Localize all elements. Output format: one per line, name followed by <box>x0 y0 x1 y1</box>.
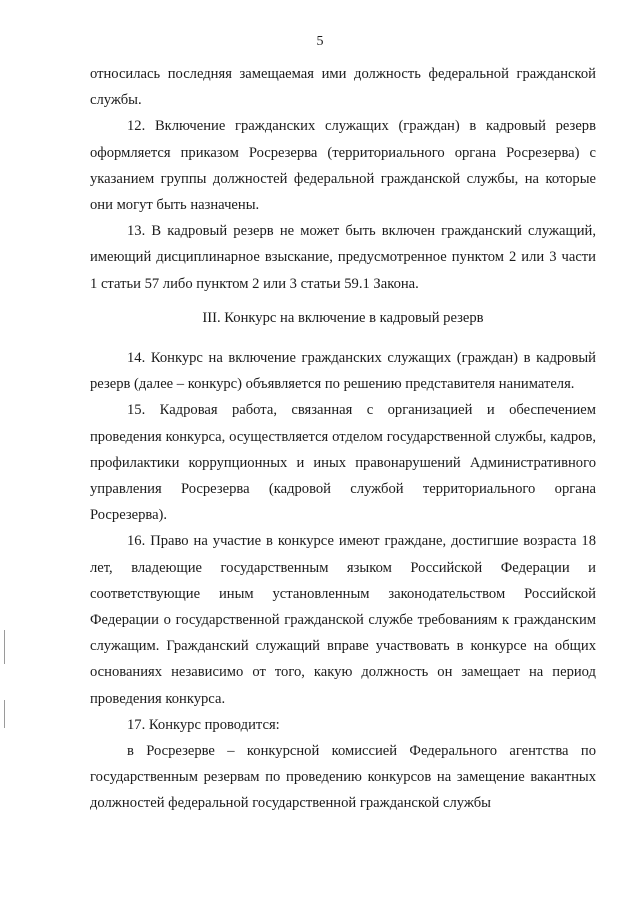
scan-edge-mark <box>4 630 5 664</box>
paragraph-12: 12. Включение гражданских служащих (граждан) в кадровый резерв оформляется приказом Росрезерва (территориального органа Росрезерва) с указанием группы должностей федеральной гражданской службы, на которые они могут быть назначены. <box>90 118 596 214</box>
paragraph-13: 13. В кадровый резерв не может быть включен гражданский служащий, имеющий дисциплинарное взыскание, предусмотренное пунктом 2 или 3 части 1 статьи 57 либо пунктом 2 или 3 статьи 59.1 Закона. <box>90 223 596 292</box>
scan-edge-mark <box>4 700 5 728</box>
document-body <box>90 61 596 817</box>
paragraph-17-item: в Росрезерве – конкурсной комиссией Федерального агентства по государственным резервам по проведению конкурсов на замещение вакантных должностей федеральной государственной гражданской службы <box>90 743 596 812</box>
page-number: 5 <box>316 34 324 49</box>
paragraph-15: 15. Кадровая работа, связанная с организацией и обеспечением проведения конкурса, осуществляется отделом государственной службы, кадров, профилактики коррупционных и иных правонарушений Административного управления Росрезерва (кадровой службой территориального органа Росрезерва). <box>90 402 596 524</box>
section-heading-wrap <box>90 297 596 345</box>
paragraph-14: 14. Конкурс на включение гражданских служащих (граждан) в кадровый резерв (далее – конкурс) объявляется по решению представителя нанимателя. <box>90 350 596 393</box>
paragraph-continuation: относилась последняя замещаемая ими должность федеральной гражданской службы. <box>90 66 596 109</box>
paragraph-17: 17. Конкурс проводится: <box>127 716 280 733</box>
section-heading: III. Конкурс на включение в кадровый резерв <box>202 309 484 326</box>
paragraph-16: 16. Право на участие в конкурсе имеют граждане, достигшие возраста 18 лет, владеющие государственным языком Российской Федерации и соответствующие иным установленным законодательством Российской Федерации о государственной гражданской службе требованиям к гражданским служащим. Гражданский служащий вправе участвовать в конкурсе на общих основаниях независимо от того, какую должность он замещает на период проведения конкурса. <box>90 533 596 707</box>
